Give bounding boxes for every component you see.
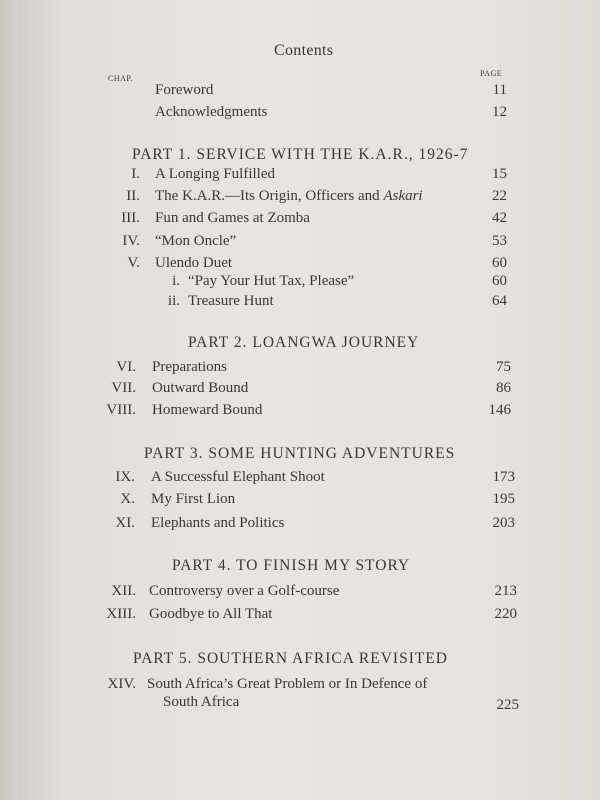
acknowledgments-title: Acknowledgments (155, 104, 268, 120)
chapter-number: XII. (111, 583, 136, 599)
chapter-page: 42 (492, 210, 507, 226)
page-label: PAGE (480, 69, 503, 78)
chapter-page: 86 (496, 380, 511, 396)
section-number: ii. (167, 293, 180, 309)
chapter-page: 53 (492, 233, 507, 249)
chapter-number: XIII. (106, 606, 136, 622)
chapter-title: Goodbye to All That (149, 606, 273, 622)
section-number: i. (172, 273, 180, 289)
chapter-page: 173 (492, 469, 515, 485)
chapter-title: Ulendo Duet (155, 255, 233, 271)
part-2-heading: PART 2. LOANGWA JOURNEY (188, 334, 420, 351)
chapter-page: 220 (494, 606, 517, 622)
chapter-title: My First Lion (151, 491, 236, 507)
chapter-number: I. (131, 166, 140, 182)
chapter-page: 15 (492, 166, 507, 182)
chapter-title: Fun and Games at Zomba (155, 210, 310, 226)
part-1-heading: PART 1. SERVICE WITH THE K.A.R., 1926-7 (132, 146, 469, 163)
chapter-title-italic: Askari (383, 188, 423, 204)
chapter-page: 225 (496, 697, 519, 713)
chapter-title: Preparations (152, 359, 227, 375)
chapter-page: 146 (488, 402, 511, 418)
chapter-number: V. (127, 255, 140, 271)
part-4-heading: PART 4. TO FINISH MY STORY (172, 557, 411, 574)
section-page: 60 (492, 273, 507, 289)
chapter-page: 75 (496, 359, 511, 375)
chapter-title: “Mon Oncle” (155, 233, 237, 249)
part-5-heading: PART 5. SOUTHERN AFRICA REVISITED (133, 650, 448, 667)
chapter-number: VII. (111, 380, 136, 396)
acknowledgments-page: 12 (492, 104, 507, 120)
part-3-heading: PART 3. SOME HUNTING ADVENTURES (144, 445, 456, 462)
chapter-number: IX. (115, 469, 135, 485)
chapter-number: VIII. (106, 402, 136, 418)
chapter-title-continued: South Africa (163, 694, 240, 710)
chapter-page: 195 (492, 491, 515, 507)
chapter-page: 60 (492, 255, 507, 271)
chapter-page: 22 (492, 188, 507, 204)
chapter-number: II. (126, 188, 140, 204)
chapter-number: X. (120, 491, 135, 507)
chapter-title: Outward Bound (152, 380, 249, 396)
chapter-title: Controversy over a Golf-course (149, 583, 340, 599)
chap-label: CHAP. (108, 74, 133, 83)
chapter-page: 213 (494, 583, 517, 599)
chapter-number: VI. (116, 359, 136, 375)
section-title: “Pay Your Hut Tax, Please” (188, 273, 355, 289)
chapter-number: IV. (122, 233, 140, 249)
chapter-title: A Successful Elephant Shoot (151, 469, 325, 485)
chapter-title: South Africa’s Great Problem or In Defence of (147, 676, 428, 692)
section-title: Treasure Hunt (188, 293, 274, 309)
chapter-title: A Longing Fulfilled (155, 166, 275, 182)
chapter-page: 203 (492, 515, 515, 531)
chapter-number: III. (121, 210, 140, 226)
chapter-title: Homeward Bound (152, 402, 263, 418)
foreword-title: Foreword (155, 82, 214, 98)
chapter-title: The K.A.R.—Its Origin, Officers and Askari (155, 188, 423, 204)
section-page: 64 (492, 293, 507, 309)
chapter-title: Elephants and Politics (151, 515, 285, 531)
chapter-number: XI. (115, 515, 135, 531)
page-title: Contents (274, 42, 334, 59)
foreword-page: 11 (492, 82, 507, 98)
chapter-number: XIV. (107, 676, 136, 692)
book-gutter (0, 0, 18, 800)
